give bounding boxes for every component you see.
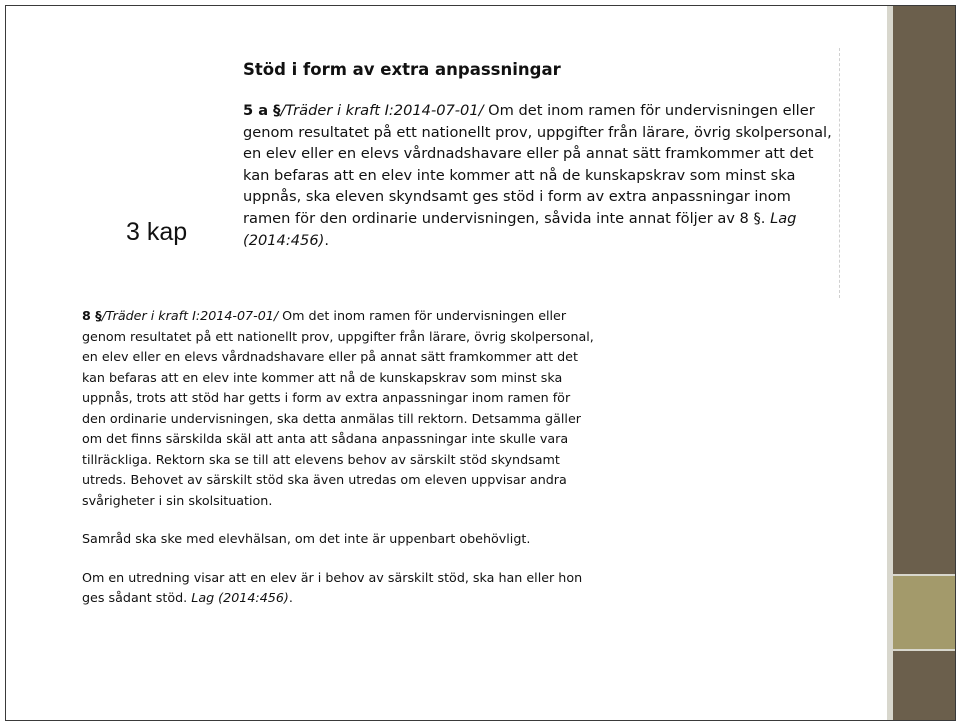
side-bar-olive-band [893, 576, 956, 649]
law-excerpt-5a [225, 48, 840, 298]
effective-date-note: /Träder i kraft I:2014-07-01/ [101, 308, 279, 323]
law-excerpt-8 [73, 300, 595, 678]
paragraph-number: 5 a § [243, 102, 281, 119]
period: . [324, 231, 329, 249]
paragraph-8-consultation: Samråd ska ske med elevhälsan, om det inte är uppenbart obehövligt. [82, 531, 531, 546]
paragraph-5a [243, 100, 833, 251]
chapter-label: 3 kap [126, 218, 188, 246]
paragraph-body: Om det inom ramen för undervisningen eller genom resultatet på ett nationellt prov, uppgifter från lärare, övrig skolpersonal, en elev eller en elevs vårdnadshavare eller på annat sätt framkommer att det kan befaras att en elev inte kommer att nå de kunskapskrav som minst ska uppnås, trots att stöd har getts i form av extra anpassningar inom ramen för den ordinarie undervisningen, ska detta anmälas till rektorn. Detsamma gäller om det finns särskilda skäl att anta att sådana anpassningar inte skulle vara tillräckliga. Rektorn ska se till att elevens behov av särskilt stöd skyndsamt utreds. Behovet av särskilt stöd ska även utredas om eleven uppvisar andra svårigheter i sin skolsituation. [82, 308, 594, 508]
period: . [288, 590, 293, 605]
paragraph-number: 8 § [82, 308, 102, 323]
section-heading: Stöd i form av extra anpassningar [243, 60, 561, 79]
side-bar-dark-bottom [893, 651, 956, 721]
paragraph-8-support [82, 568, 594, 609]
paragraph-body: Om en utredning visar att en elev är i behov av särskilt stöd, ska han eller hon ges sådant stöd. [82, 569, 583, 605]
paragraph-body: Om det inom ramen för undervisningen eller genom resultatet på ett nationellt prov, uppgifter från lärare, övrig skolpersonal, en elev eller en elevs vårdnadshavare eller på annat sätt framkommer att det kan befaras att en elev inte kommer att nå de kunskapskrav som minst ska uppnås, ska eleven skyndsamt ges stöd i form av extra anpassningar inom ramen för den ordinarie undervisningen, såvida inte annat följer av 8 §. [243, 102, 832, 227]
law-reference: Lag (2014:456) [191, 590, 289, 605]
side-bar-dark-top [893, 6, 956, 574]
paragraph-8-main [82, 306, 594, 511]
decorative-side-bar [887, 6, 956, 721]
law-reference: Lag (2014:456) [243, 209, 797, 249]
slide [5, 5, 956, 721]
effective-date-note: /Träder i kraft I:2014-07-01/ [280, 102, 484, 119]
